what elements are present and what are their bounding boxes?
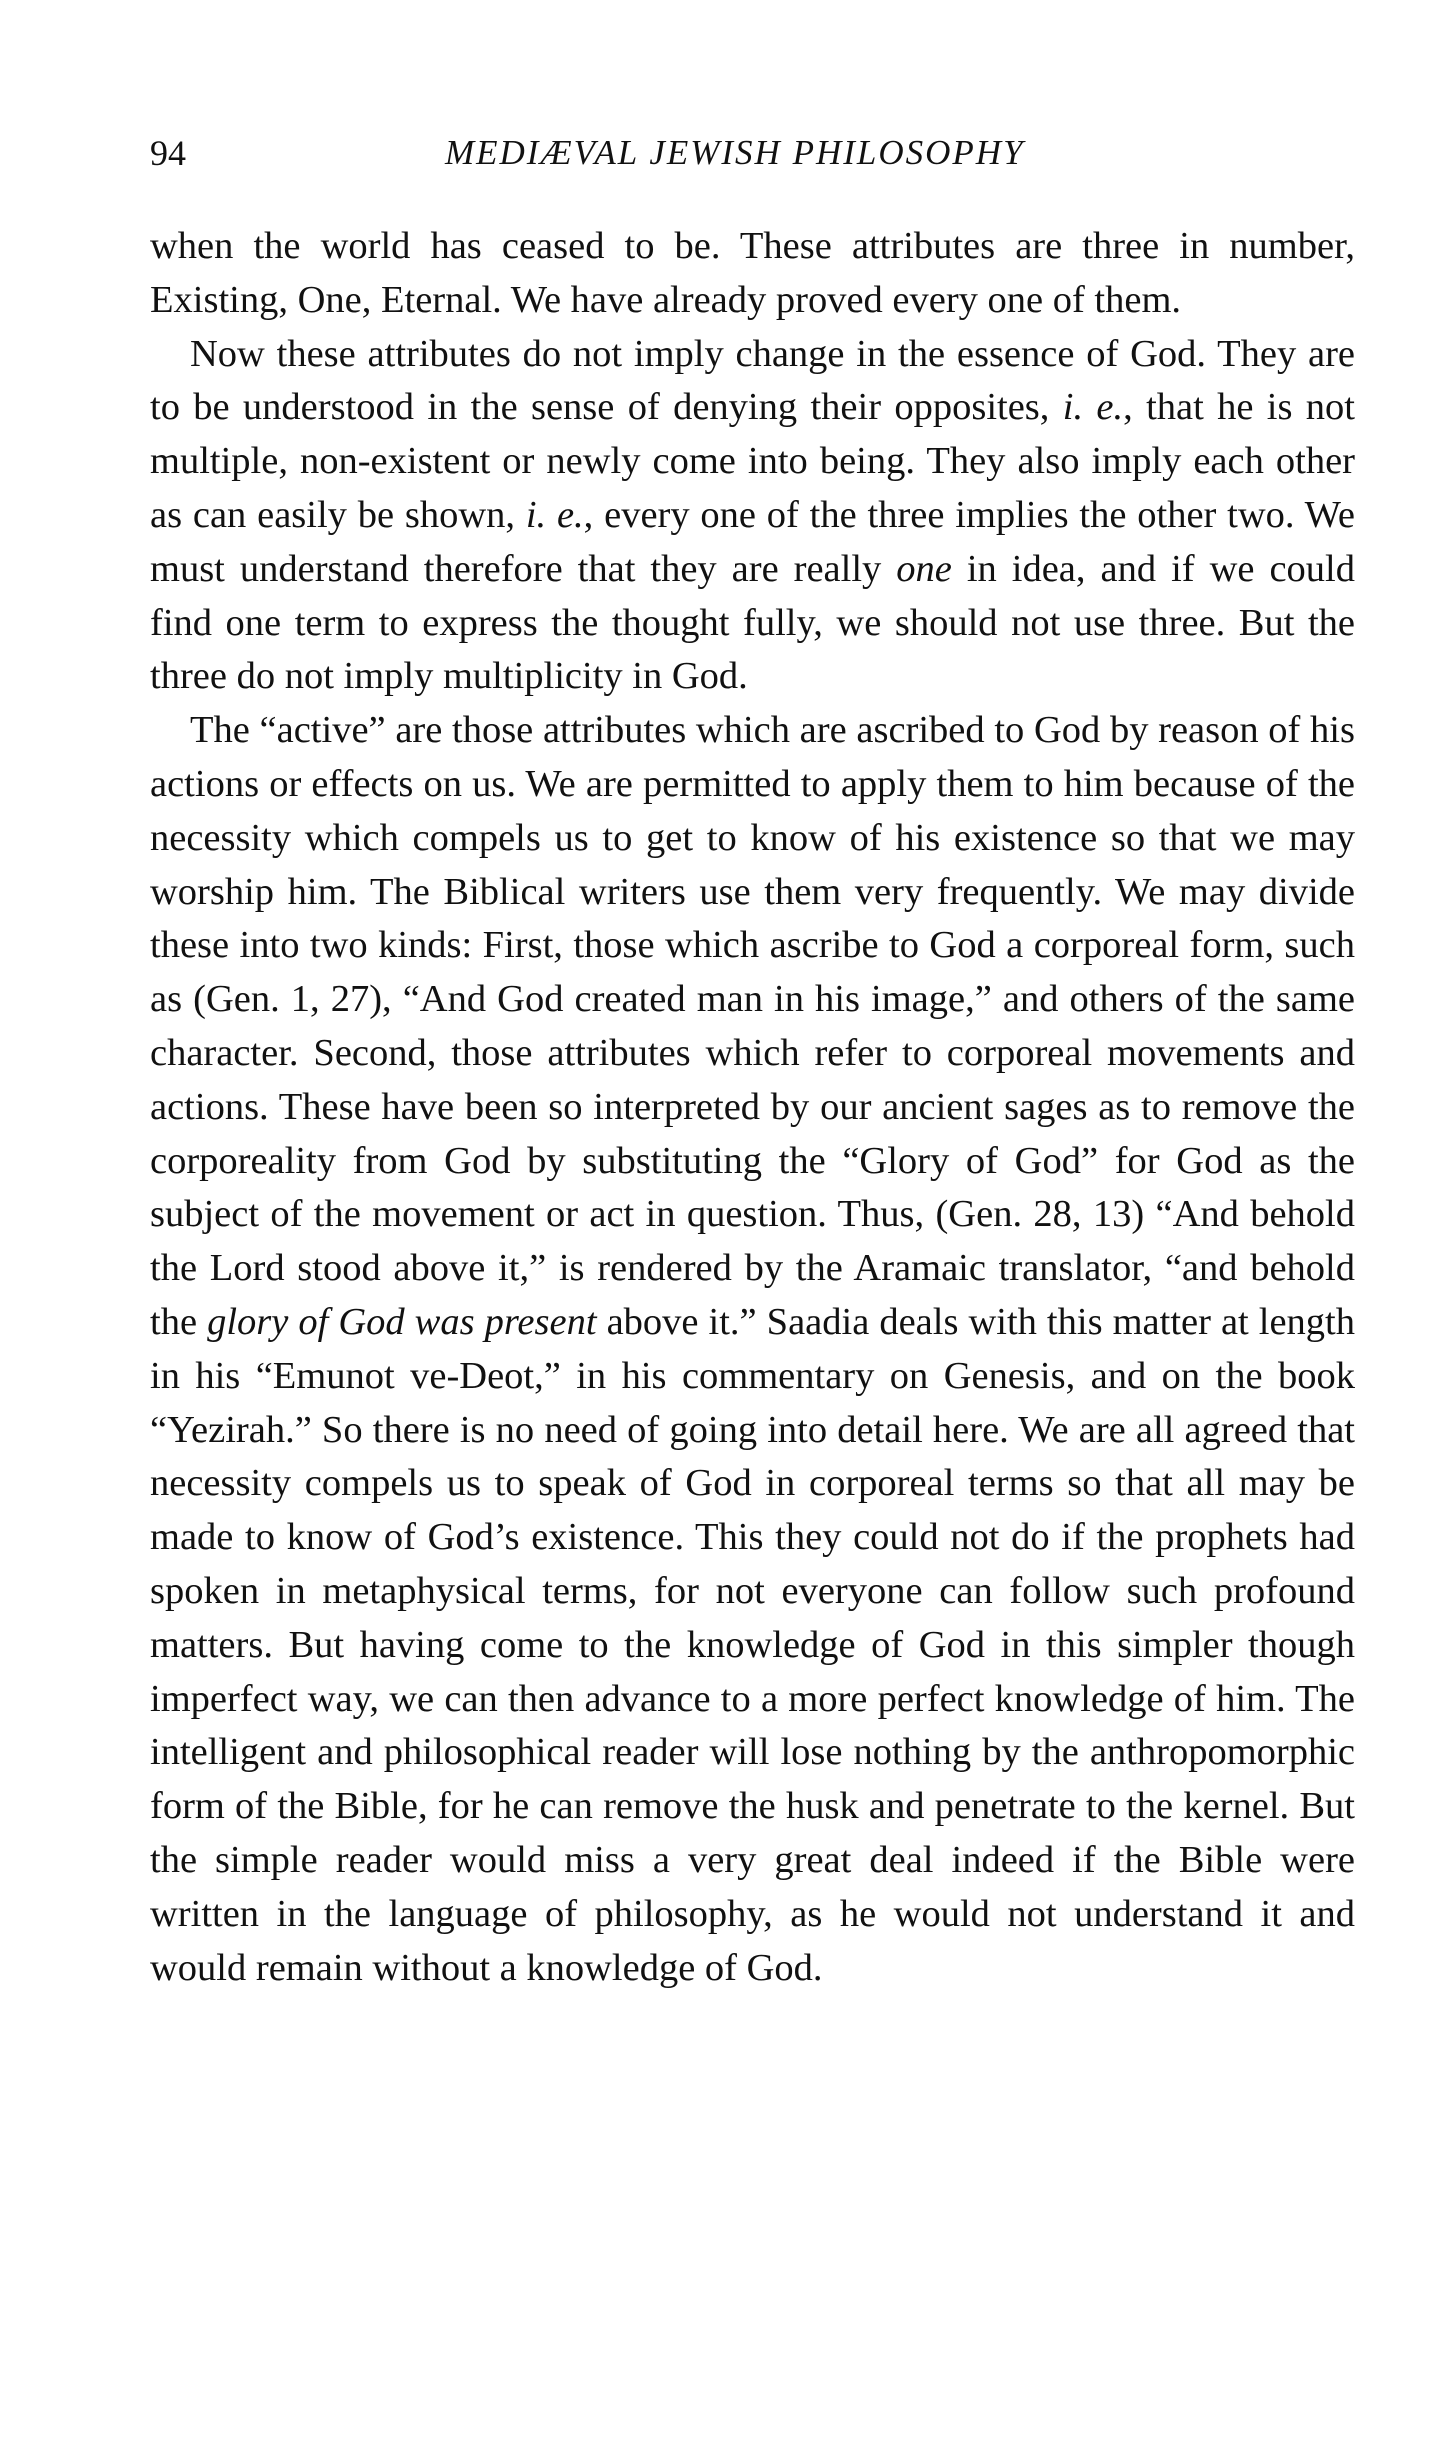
paragraph-active-attributes [150,704,1355,1995]
text-run: Now these attributes do not imply change in the essence of God. They are to be understood in the sense of denying their opposites, [150,332,1355,429]
book-title: MEDIÆVAL JEWISH PHILOSOPHY [445,133,1025,172]
paragraph-attributes [150,328,1355,705]
text-run: in idea, and if we could find one term to express the thought fully, we should not use three. But the three do not imply multiplicity in God. [150,547,1355,698]
italic-abbreviation: i. e. [525,493,584,536]
body-text [150,220,1355,1995]
text-run: , every one of the three implies the other two. We must understand therefore that they are really [150,493,1355,590]
text-run: , that he is not multiple, non-existent or newly come into being. They also imply each other as can easily be shown, [150,386,1355,536]
page-number: 94 [150,133,186,173]
paragraph-continued [150,220,1355,328]
text-run: The “active” are those attributes which are ascribed to God by reason of his actions or effects on us. We are permitted to apply them to him because of the necessity which compels us to get to know of his existence so that we may worship him. The Biblical writers use them very frequently. We may divide these into two kinds: First, those which ascribe to God a corporeal form, such as (Gen. 1, 27), “And God created man in his image,” and others of the same character. Second, those attributes which refer to corporeal movements and actions. These have been so interpreted by our ancient sages as to remove the corporeality from God by substituting the “Glory of God” for God as the subject of the movement or act in question. Thus, (Gen. 28, 13) “And behold the Lord stood above it,” is rendered by the Aramaic translator, “and behold the [150,709,1355,1343]
text-run: when the world has ceased to be. These attributes are three in number, Existing, One, Eternal. We have already proved every one of them. [150,225,1355,321]
text-run: above it.” Saadia deals with this matter at length in his “Emunot ve-Deot,” in his commentary on Genesis, and on the book “Yezirah.” So there is no need of going into detail here. We are all agreed that necessity compels us to speak of God in corporeal terms so that all may be made to know of God’s existence. This they could not do if the prophets had spoken in metaphysical terms, for not everyone can follow such profound matters. But having come to the knowledge of God in this simpler though imperfect way, we can then advance to a more perfect knowledge of him. The intelligent and philosophical reader will lose nothing by the anthropomorphic form of the Bible, for he can remove the husk and penetrate to the kernel. But the simple reader would miss a very great deal indeed if the Bible were written in the language of philosophy, as he would not understand it and would remain without a knowledge of God. [150,1300,1356,1989]
italic-emphasis: one [896,547,952,590]
italic-emphasis: glory of God was present [207,1300,597,1343]
italic-abbreviation: i. e. [1062,386,1124,429]
running-head [150,128,1350,178]
